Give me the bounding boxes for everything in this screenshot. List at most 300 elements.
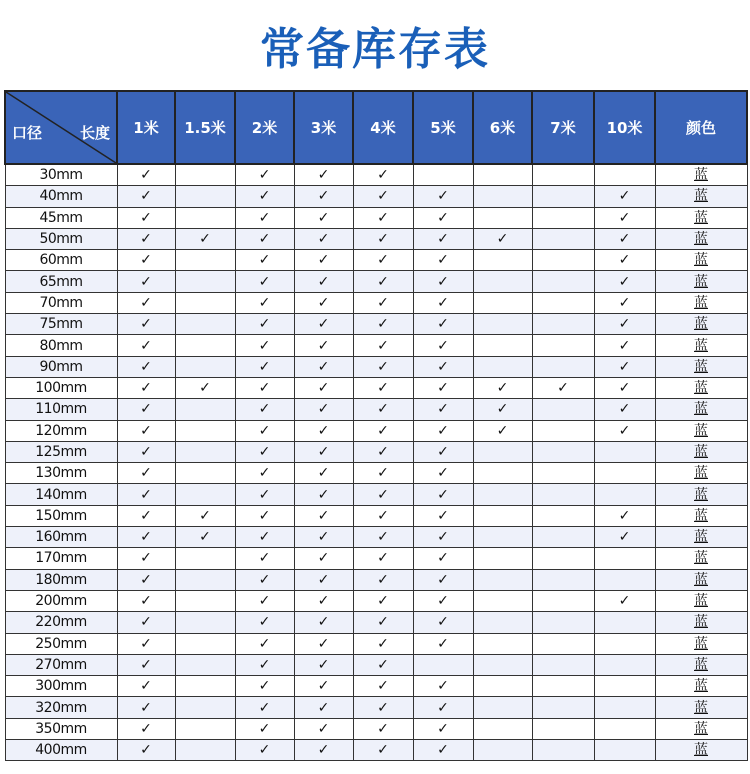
empty-cell bbox=[473, 271, 532, 292]
empty-cell bbox=[594, 441, 655, 462]
check-mark-cell: ✓ bbox=[175, 527, 235, 548]
check-mark-cell: ✓ bbox=[413, 271, 473, 292]
empty-cell bbox=[473, 569, 532, 590]
check-mark-cell: ✓ bbox=[353, 505, 413, 526]
table-row bbox=[5, 377, 747, 398]
check-mark-cell: ✓ bbox=[353, 740, 413, 761]
check-mark-cell: ✓ bbox=[294, 590, 353, 611]
color-cell: 蓝 bbox=[655, 718, 747, 739]
check-mark-cell: ✓ bbox=[413, 740, 473, 761]
check-mark-cell: ✓ bbox=[235, 228, 294, 249]
empty-cell bbox=[532, 633, 594, 654]
check-mark-cell: ✓ bbox=[413, 633, 473, 654]
size-cell: 180mm bbox=[5, 569, 117, 590]
check-mark-cell: ✓ bbox=[413, 420, 473, 441]
empty-cell bbox=[175, 654, 235, 675]
check-mark-cell: ✓ bbox=[413, 484, 473, 505]
check-mark-cell: ✓ bbox=[235, 633, 294, 654]
color-cell: 蓝 bbox=[655, 441, 747, 462]
empty-cell bbox=[532, 441, 594, 462]
empty-cell bbox=[473, 718, 532, 739]
color-cell: 蓝 bbox=[655, 377, 747, 398]
empty-cell bbox=[175, 250, 235, 271]
check-mark-cell: ✓ bbox=[117, 356, 175, 377]
check-mark-cell: ✓ bbox=[294, 676, 353, 697]
empty-cell bbox=[175, 697, 235, 718]
check-mark-cell: ✓ bbox=[294, 314, 353, 335]
check-mark-cell: ✓ bbox=[235, 356, 294, 377]
color-cell: 蓝 bbox=[655, 484, 747, 505]
check-mark-cell: ✓ bbox=[353, 420, 413, 441]
check-mark-cell: ✓ bbox=[235, 207, 294, 228]
check-mark-cell: ✓ bbox=[235, 399, 294, 420]
size-cell: 160mm bbox=[5, 527, 117, 548]
color-cell: 蓝 bbox=[655, 697, 747, 718]
color-cell: 蓝 bbox=[655, 314, 747, 335]
check-mark-cell: ✓ bbox=[235, 569, 294, 590]
empty-cell bbox=[532, 654, 594, 675]
check-mark-cell: ✓ bbox=[413, 335, 473, 356]
empty-cell bbox=[175, 740, 235, 761]
check-mark-cell: ✓ bbox=[594, 527, 655, 548]
empty-cell bbox=[594, 740, 655, 761]
size-cell: 75mm bbox=[5, 314, 117, 335]
check-mark-cell: ✓ bbox=[235, 186, 294, 207]
check-mark-cell: ✓ bbox=[117, 569, 175, 590]
table-row bbox=[5, 271, 747, 292]
check-mark-cell: ✓ bbox=[235, 718, 294, 739]
empty-cell bbox=[532, 207, 594, 228]
empty-cell bbox=[473, 314, 532, 335]
table-row bbox=[5, 250, 747, 271]
check-mark-cell: ✓ bbox=[413, 314, 473, 335]
check-mark-cell: ✓ bbox=[473, 420, 532, 441]
empty-cell bbox=[175, 335, 235, 356]
check-mark-cell: ✓ bbox=[353, 164, 413, 186]
empty-cell bbox=[473, 207, 532, 228]
size-cell: 350mm bbox=[5, 718, 117, 739]
check-mark-cell: ✓ bbox=[235, 590, 294, 611]
check-mark-cell: ✓ bbox=[235, 441, 294, 462]
check-mark-cell: ✓ bbox=[294, 548, 353, 569]
check-mark-cell: ✓ bbox=[235, 548, 294, 569]
check-mark-cell: ✓ bbox=[594, 292, 655, 313]
empty-cell bbox=[594, 484, 655, 505]
empty-cell bbox=[532, 590, 594, 611]
check-mark-cell: ✓ bbox=[117, 633, 175, 654]
check-mark-cell: ✓ bbox=[413, 377, 473, 398]
table-row bbox=[5, 292, 747, 313]
empty-cell bbox=[594, 569, 655, 590]
check-mark-cell: ✓ bbox=[594, 335, 655, 356]
check-mark-cell: ✓ bbox=[117, 207, 175, 228]
empty-cell bbox=[532, 569, 594, 590]
empty-cell bbox=[473, 633, 532, 654]
empty-cell bbox=[473, 441, 532, 462]
check-mark-cell: ✓ bbox=[117, 676, 175, 697]
empty-cell bbox=[532, 420, 594, 441]
length-header: 1.5米 bbox=[175, 91, 235, 164]
empty-cell bbox=[532, 314, 594, 335]
table-row bbox=[5, 548, 747, 569]
check-mark-cell: ✓ bbox=[353, 356, 413, 377]
check-mark-cell: ✓ bbox=[294, 505, 353, 526]
color-cell: 蓝 bbox=[655, 548, 747, 569]
size-cell: 100mm bbox=[5, 377, 117, 398]
check-mark-cell: ✓ bbox=[235, 292, 294, 313]
check-mark-cell: ✓ bbox=[294, 718, 353, 739]
check-mark-cell: ✓ bbox=[235, 654, 294, 675]
check-mark-cell: ✓ bbox=[413, 527, 473, 548]
empty-cell bbox=[413, 164, 473, 186]
empty-cell bbox=[532, 335, 594, 356]
empty-cell bbox=[175, 633, 235, 654]
empty-cell bbox=[473, 463, 532, 484]
empty-cell bbox=[175, 548, 235, 569]
check-mark-cell: ✓ bbox=[117, 164, 175, 186]
check-mark-cell: ✓ bbox=[353, 292, 413, 313]
empty-cell bbox=[473, 250, 532, 271]
check-mark-cell: ✓ bbox=[353, 654, 413, 675]
empty-cell bbox=[473, 356, 532, 377]
table-row bbox=[5, 590, 747, 611]
check-mark-cell: ✓ bbox=[353, 718, 413, 739]
check-mark-cell: ✓ bbox=[117, 548, 175, 569]
table-row bbox=[5, 399, 747, 420]
size-cell: 130mm bbox=[5, 463, 117, 484]
check-mark-cell: ✓ bbox=[294, 228, 353, 249]
table-row bbox=[5, 356, 747, 377]
check-mark-cell: ✓ bbox=[117, 441, 175, 462]
check-mark-cell: ✓ bbox=[117, 527, 175, 548]
empty-cell bbox=[532, 676, 594, 697]
table-row bbox=[5, 463, 747, 484]
check-mark-cell: ✓ bbox=[175, 377, 235, 398]
check-mark-cell: ✓ bbox=[353, 207, 413, 228]
check-mark-cell: ✓ bbox=[117, 228, 175, 249]
check-mark-cell: ✓ bbox=[413, 399, 473, 420]
empty-cell bbox=[532, 612, 594, 633]
empty-cell bbox=[532, 399, 594, 420]
check-mark-cell: ✓ bbox=[413, 569, 473, 590]
empty-cell bbox=[175, 569, 235, 590]
empty-cell bbox=[175, 718, 235, 739]
empty-cell bbox=[473, 292, 532, 313]
check-mark-cell: ✓ bbox=[117, 335, 175, 356]
check-mark-cell: ✓ bbox=[413, 590, 473, 611]
table-row bbox=[5, 654, 747, 675]
check-mark-cell: ✓ bbox=[235, 676, 294, 697]
length-header: 3米 bbox=[294, 91, 353, 164]
empty-cell bbox=[473, 740, 532, 761]
empty-cell bbox=[175, 463, 235, 484]
check-mark-cell: ✓ bbox=[413, 356, 473, 377]
size-cell: 50mm bbox=[5, 228, 117, 249]
check-mark-cell: ✓ bbox=[294, 377, 353, 398]
check-mark-cell: ✓ bbox=[117, 697, 175, 718]
check-mark-cell: ✓ bbox=[117, 718, 175, 739]
check-mark-cell: ✓ bbox=[235, 164, 294, 186]
check-mark-cell: ✓ bbox=[117, 654, 175, 675]
empty-cell bbox=[594, 164, 655, 186]
table-row bbox=[5, 335, 747, 356]
check-mark-cell: ✓ bbox=[117, 271, 175, 292]
size-cell: 220mm bbox=[5, 612, 117, 633]
empty-cell bbox=[594, 463, 655, 484]
empty-cell bbox=[175, 590, 235, 611]
empty-cell bbox=[473, 697, 532, 718]
check-mark-cell: ✓ bbox=[117, 250, 175, 271]
empty-cell bbox=[473, 335, 532, 356]
table-row bbox=[5, 697, 747, 718]
check-mark-cell: ✓ bbox=[117, 590, 175, 611]
empty-cell bbox=[413, 654, 473, 675]
table-row bbox=[5, 420, 747, 441]
check-mark-cell: ✓ bbox=[117, 420, 175, 441]
check-mark-cell: ✓ bbox=[294, 697, 353, 718]
empty-cell bbox=[532, 484, 594, 505]
check-mark-cell: ✓ bbox=[413, 250, 473, 271]
color-cell: 蓝 bbox=[655, 186, 747, 207]
check-mark-cell: ✓ bbox=[117, 292, 175, 313]
check-mark-cell: ✓ bbox=[413, 612, 473, 633]
check-mark-cell: ✓ bbox=[353, 186, 413, 207]
empty-cell bbox=[532, 228, 594, 249]
check-mark-cell: ✓ bbox=[294, 633, 353, 654]
color-cell: 蓝 bbox=[655, 228, 747, 249]
empty-cell bbox=[175, 676, 235, 697]
table-row bbox=[5, 633, 747, 654]
caliber-label: 口径 bbox=[12, 124, 43, 142]
check-mark-cell: ✓ bbox=[235, 250, 294, 271]
empty-cell bbox=[532, 250, 594, 271]
table-row bbox=[5, 186, 747, 207]
color-cell: 蓝 bbox=[655, 633, 747, 654]
empty-cell bbox=[473, 612, 532, 633]
check-mark-cell: ✓ bbox=[235, 463, 294, 484]
empty-cell bbox=[175, 164, 235, 186]
empty-cell bbox=[473, 590, 532, 611]
check-mark-cell: ✓ bbox=[413, 292, 473, 313]
size-cell: 30mm bbox=[5, 164, 117, 186]
empty-cell bbox=[532, 548, 594, 569]
check-mark-cell: ✓ bbox=[473, 377, 532, 398]
empty-cell bbox=[532, 186, 594, 207]
empty-cell bbox=[532, 463, 594, 484]
check-mark-cell: ✓ bbox=[353, 590, 413, 611]
check-mark-cell: ✓ bbox=[353, 548, 413, 569]
check-mark-cell: ✓ bbox=[353, 676, 413, 697]
check-mark-cell: ✓ bbox=[294, 740, 353, 761]
check-mark-cell: ✓ bbox=[413, 697, 473, 718]
empty-cell bbox=[532, 718, 594, 739]
empty-cell bbox=[473, 548, 532, 569]
size-cell: 320mm bbox=[5, 697, 117, 718]
check-mark-cell: ✓ bbox=[413, 228, 473, 249]
check-mark-cell: ✓ bbox=[294, 207, 353, 228]
check-mark-cell: ✓ bbox=[353, 527, 413, 548]
check-mark-cell: ✓ bbox=[117, 740, 175, 761]
size-cell: 65mm bbox=[5, 271, 117, 292]
size-cell: 400mm bbox=[5, 740, 117, 761]
empty-cell bbox=[175, 441, 235, 462]
size-cell: 90mm bbox=[5, 356, 117, 377]
color-header: 颜色 bbox=[655, 91, 747, 164]
size-cell: 150mm bbox=[5, 505, 117, 526]
color-cell: 蓝 bbox=[655, 740, 747, 761]
check-mark-cell: ✓ bbox=[594, 399, 655, 420]
size-cell: 250mm bbox=[5, 633, 117, 654]
empty-cell bbox=[175, 292, 235, 313]
empty-cell bbox=[175, 420, 235, 441]
empty-cell bbox=[532, 505, 594, 526]
size-cell: 80mm bbox=[5, 335, 117, 356]
check-mark-cell: ✓ bbox=[294, 271, 353, 292]
check-mark-cell: ✓ bbox=[117, 612, 175, 633]
check-mark-cell: ✓ bbox=[117, 377, 175, 398]
check-mark-cell: ✓ bbox=[294, 612, 353, 633]
color-cell: 蓝 bbox=[655, 399, 747, 420]
length-header: 2米 bbox=[235, 91, 294, 164]
header-row bbox=[5, 91, 747, 164]
empty-cell bbox=[532, 697, 594, 718]
check-mark-cell: ✓ bbox=[235, 420, 294, 441]
check-mark-cell: ✓ bbox=[353, 228, 413, 249]
empty-cell bbox=[594, 654, 655, 675]
empty-cell bbox=[175, 186, 235, 207]
check-mark-cell: ✓ bbox=[294, 527, 353, 548]
color-cell: 蓝 bbox=[655, 676, 747, 697]
size-cell: 45mm bbox=[5, 207, 117, 228]
check-mark-cell: ✓ bbox=[413, 441, 473, 462]
color-cell: 蓝 bbox=[655, 590, 747, 611]
check-mark-cell: ✓ bbox=[473, 228, 532, 249]
check-mark-cell: ✓ bbox=[294, 250, 353, 271]
corner-header bbox=[5, 91, 117, 164]
size-cell: 40mm bbox=[5, 186, 117, 207]
check-mark-cell: ✓ bbox=[353, 271, 413, 292]
length-header: 6米 bbox=[473, 91, 532, 164]
check-mark-cell: ✓ bbox=[353, 697, 413, 718]
check-mark-cell: ✓ bbox=[294, 399, 353, 420]
empty-cell bbox=[175, 612, 235, 633]
check-mark-cell: ✓ bbox=[294, 569, 353, 590]
check-mark-cell: ✓ bbox=[594, 271, 655, 292]
table-row bbox=[5, 164, 747, 186]
empty-cell bbox=[473, 505, 532, 526]
check-mark-cell: ✓ bbox=[294, 441, 353, 462]
size-cell: 120mm bbox=[5, 420, 117, 441]
size-cell: 125mm bbox=[5, 441, 117, 462]
color-cell: 蓝 bbox=[655, 463, 747, 484]
color-cell: 蓝 bbox=[655, 356, 747, 377]
check-mark-cell: ✓ bbox=[294, 292, 353, 313]
check-mark-cell: ✓ bbox=[594, 377, 655, 398]
check-mark-cell: ✓ bbox=[413, 505, 473, 526]
check-mark-cell: ✓ bbox=[175, 228, 235, 249]
check-mark-cell: ✓ bbox=[413, 207, 473, 228]
empty-cell bbox=[532, 740, 594, 761]
table-row bbox=[5, 441, 747, 462]
check-mark-cell: ✓ bbox=[294, 186, 353, 207]
size-cell: 110mm bbox=[5, 399, 117, 420]
check-mark-cell: ✓ bbox=[594, 186, 655, 207]
table-row bbox=[5, 314, 747, 335]
check-mark-cell: ✓ bbox=[353, 484, 413, 505]
empty-cell bbox=[594, 697, 655, 718]
table-row bbox=[5, 718, 747, 739]
empty-cell bbox=[532, 527, 594, 548]
check-mark-cell: ✓ bbox=[117, 314, 175, 335]
empty-cell bbox=[175, 314, 235, 335]
color-cell: 蓝 bbox=[655, 250, 747, 271]
color-cell: 蓝 bbox=[655, 654, 747, 675]
empty-cell bbox=[594, 718, 655, 739]
empty-cell bbox=[473, 484, 532, 505]
empty-cell bbox=[473, 186, 532, 207]
check-mark-cell: ✓ bbox=[413, 186, 473, 207]
color-cell: 蓝 bbox=[655, 505, 747, 526]
check-mark-cell: ✓ bbox=[353, 314, 413, 335]
check-mark-cell: ✓ bbox=[353, 569, 413, 590]
check-mark-cell: ✓ bbox=[117, 399, 175, 420]
empty-cell bbox=[594, 548, 655, 569]
empty-cell bbox=[175, 399, 235, 420]
size-cell: 300mm bbox=[5, 676, 117, 697]
check-mark-cell: ✓ bbox=[117, 186, 175, 207]
size-cell: 270mm bbox=[5, 654, 117, 675]
color-cell: 蓝 bbox=[655, 207, 747, 228]
empty-cell bbox=[473, 527, 532, 548]
color-cell: 蓝 bbox=[655, 420, 747, 441]
color-cell: 蓝 bbox=[655, 612, 747, 633]
check-mark-cell: ✓ bbox=[294, 356, 353, 377]
table-row bbox=[5, 207, 747, 228]
check-mark-cell: ✓ bbox=[235, 314, 294, 335]
table-row bbox=[5, 484, 747, 505]
check-mark-cell: ✓ bbox=[294, 420, 353, 441]
color-cell: 蓝 bbox=[655, 292, 747, 313]
size-cell: 170mm bbox=[5, 548, 117, 569]
color-cell: 蓝 bbox=[655, 271, 747, 292]
table-row bbox=[5, 228, 747, 249]
size-cell: 140mm bbox=[5, 484, 117, 505]
check-mark-cell: ✓ bbox=[235, 740, 294, 761]
length-label: 长度 bbox=[79, 124, 110, 142]
check-mark-cell: ✓ bbox=[117, 505, 175, 526]
length-header: 4米 bbox=[353, 91, 413, 164]
table-row bbox=[5, 740, 747, 761]
empty-cell bbox=[532, 271, 594, 292]
check-mark-cell: ✓ bbox=[294, 463, 353, 484]
empty-cell bbox=[175, 484, 235, 505]
check-mark-cell: ✓ bbox=[353, 441, 413, 462]
table-row bbox=[5, 676, 747, 697]
check-mark-cell: ✓ bbox=[594, 590, 655, 611]
empty-cell bbox=[594, 676, 655, 697]
inventory-table bbox=[4, 90, 748, 761]
color-cell: 蓝 bbox=[655, 527, 747, 548]
check-mark-cell: ✓ bbox=[473, 399, 532, 420]
check-mark-cell: ✓ bbox=[594, 356, 655, 377]
check-mark-cell: ✓ bbox=[413, 548, 473, 569]
size-cell: 70mm bbox=[5, 292, 117, 313]
check-mark-cell: ✓ bbox=[594, 505, 655, 526]
empty-cell bbox=[175, 207, 235, 228]
empty-cell bbox=[594, 633, 655, 654]
check-mark-cell: ✓ bbox=[353, 250, 413, 271]
check-mark-cell: ✓ bbox=[594, 207, 655, 228]
